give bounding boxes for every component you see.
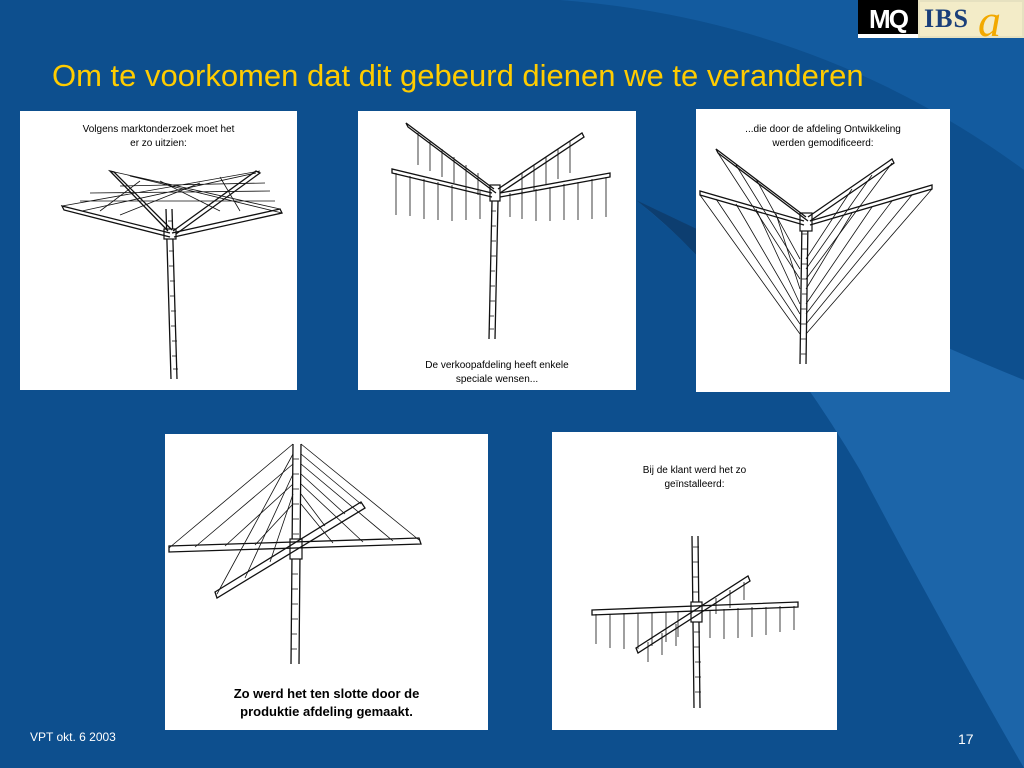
mq-logo-text: MQ (869, 4, 907, 34)
panel-5-caption-line1: Bij de klant werd het zo (642, 465, 747, 476)
panel-1-caption-line1: Volgens marktonderzoek moet het (82, 124, 235, 135)
ibs-logo-alpha: a (978, 0, 1001, 46)
panel-3-caption-line1: ...die door de afdeling Ontwikkeling (745, 124, 901, 135)
panel-4-caption (165, 685, 488, 720)
page-number: 17 (958, 731, 974, 747)
panel-3-caption-line2: werden gemodificeerd: (772, 137, 874, 149)
panel-sales-wishes (358, 111, 636, 390)
panel-4-caption-line1: Zo werd het ten slotte door de (233, 686, 420, 701)
panel-1-drawing (20, 111, 297, 390)
panel-2-drawing (358, 111, 636, 390)
panel-5-caption-line2: geïnstalleerd: (664, 478, 725, 490)
panel-4-caption-line2: produktie afdeling gemaakt. (240, 703, 413, 719)
ibs-logo-text: IBS (924, 4, 969, 33)
mq-logo (858, 0, 918, 38)
panel-production-made (165, 434, 488, 730)
panel-1-caption-line2: er zo uitzien: (130, 137, 187, 149)
panel-2-caption (358, 359, 636, 386)
panel-5-drawing (552, 432, 837, 730)
ibs-logo (918, 0, 1024, 46)
panel-market-research (20, 111, 297, 390)
panel-customer-installed (552, 432, 837, 730)
panel-development-modified (696, 109, 950, 392)
slide-title: Om te voorkomen dat dit gebeurd dienen we te veranderen (52, 58, 864, 93)
panel-2-caption-line1: De verkoopafdeling heeft enkele (425, 360, 569, 371)
footer-date: VPT okt. 6 2003 (30, 730, 116, 744)
panel-3-drawing (696, 109, 950, 392)
panel-2-caption-line2: speciale wensen... (455, 373, 539, 385)
